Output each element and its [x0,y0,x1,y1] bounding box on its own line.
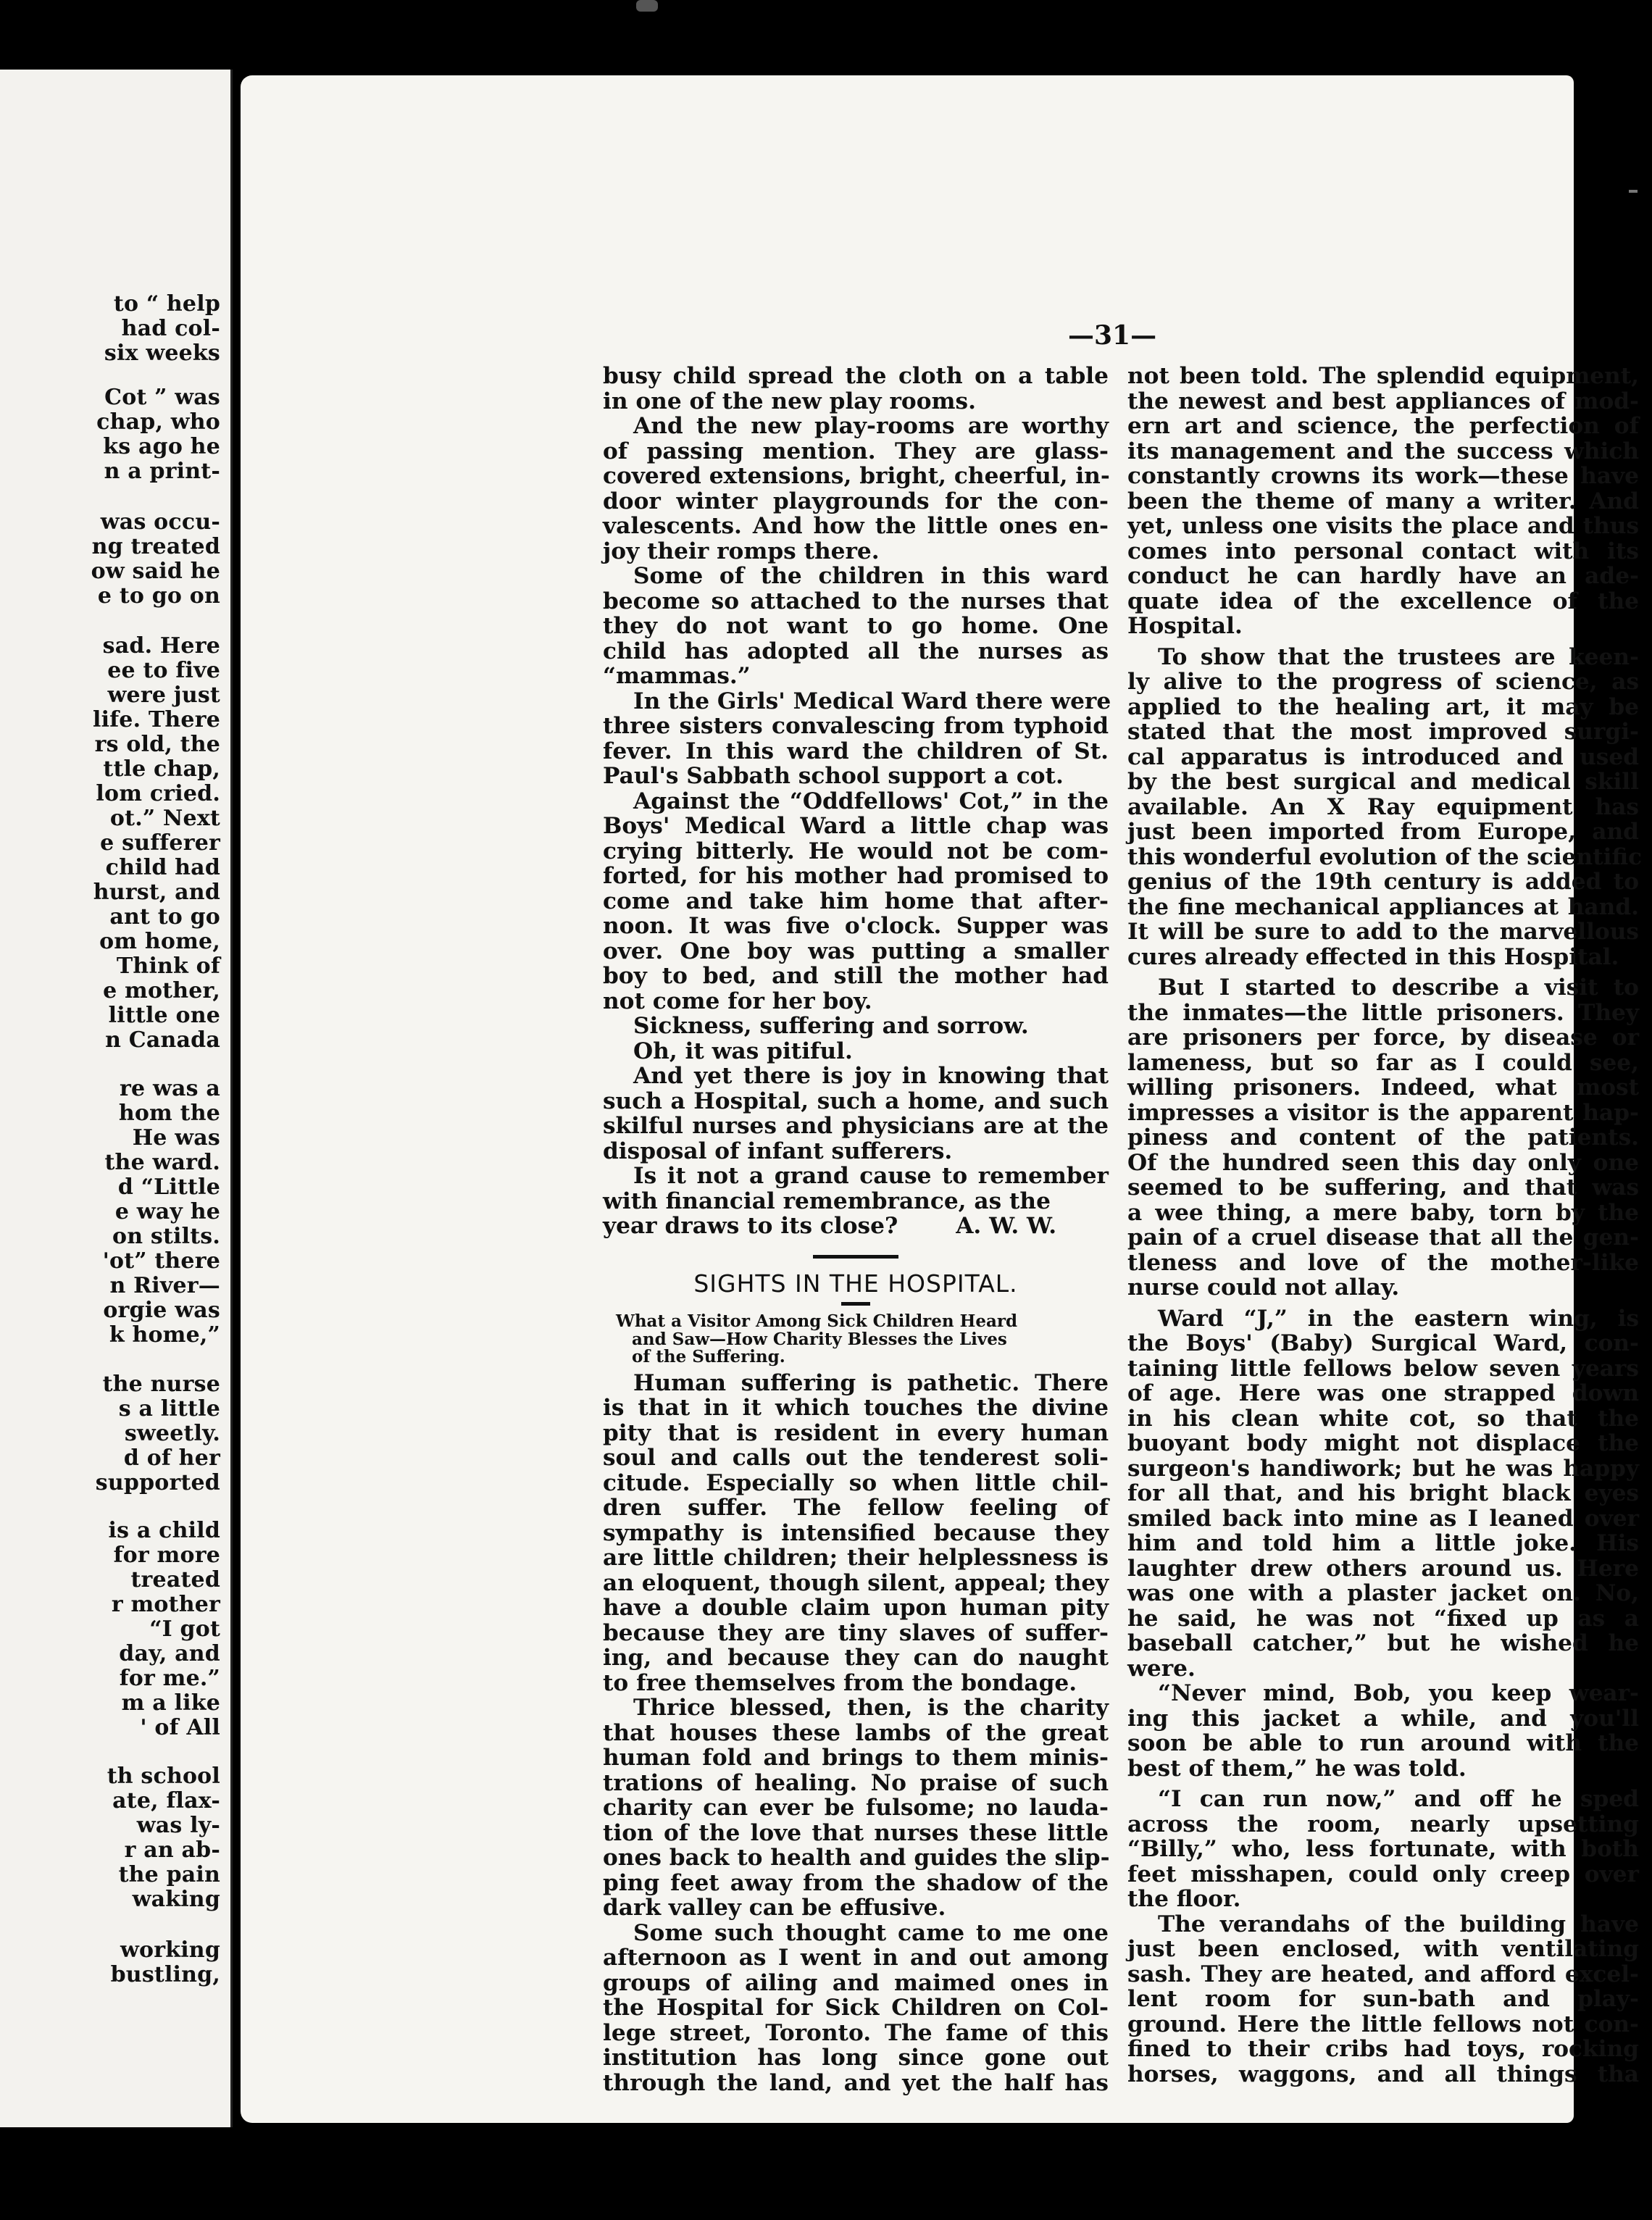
fragment-line: e way he [114,1199,220,1224]
text-line: citude. Especially so when little chil- [603,1469,1109,1496]
paragraph [603,1164,1109,1214]
fragment-line: 'ot” there [102,1248,220,1274]
fragment-line: ee to five [107,658,220,683]
paragraph [603,564,1109,689]
text-line: piness and content of the patients. [1127,1124,1639,1151]
text-line: sash. They are heated, and afford excel- [1127,1961,1639,1987]
text-line: comes into personal contact with its [1127,538,1639,564]
text-line: dark valley can be effusive. [603,1895,946,1921]
fragment-line: ng treated [91,534,220,559]
text-line: covered extensions, bright, cheerful, in- [603,463,1110,489]
subhead-line: of the Suffering. [632,1347,785,1366]
text-line: trations of healing. No praise of such [603,1769,1109,1796]
text-line: ground. Here the little fellows not con- [1127,2011,1639,2037]
fragment-line: little one [108,1003,220,1028]
text-line: just been imported from Europe, and [1127,819,1639,845]
fragment-line: e to go on [97,583,220,609]
text-line: skilful nurses and physicians are at the [603,1113,1109,1139]
text-line: Boys' Medical Ward a little chap was [603,813,1109,839]
text-line: To show that the trustees are keen- [1158,643,1639,670]
margin-mark [1629,190,1638,193]
text-line: Against the “Oddfellows' Cot,” in the [633,788,1109,814]
fragment-line: waking [132,1887,220,1912]
fragment-line: on stilts. [112,1224,220,1249]
paragraph [1127,643,1643,970]
text-line: he said, he was not “fixed up as a [1127,1605,1639,1632]
fragment-line: had col- [121,316,220,341]
text-line: smiled back into mine as I leaned over [1127,1505,1639,1532]
fragment-line: the ward. [104,1150,220,1175]
text-line: not come for her boy. [603,988,872,1014]
fragment-line: r mother [111,1592,220,1617]
text-line: are little children; their helplessness is [603,1545,1109,1571]
text-line: boy to bed, and still the mother had [603,963,1109,989]
text-line: charity can ever be fulsome; no lauda- [603,1795,1109,1821]
text-line: applied to the healing art, it may be [1127,693,1639,720]
fragment-line: ks ago he [103,434,220,459]
text-line: conduct he can hardly have an ade- [1127,563,1639,589]
text-line: tion of the love that nurses these little [603,1819,1109,1846]
fragment-line: m a like [121,1690,220,1716]
fragment-line: six weeks [104,341,220,366]
text-line: afternoon as I went in and out among [603,1945,1109,1971]
text-line: across the room, nearly upsetting [1127,1811,1639,1837]
fragment-line: e sufferer [100,830,220,856]
fragment-line: hurst, and [93,880,220,905]
fragment-line: He was [132,1125,220,1151]
fragment-line: om home, [99,929,220,954]
fragment-line: ant to go [109,904,220,930]
text-line: Sickness, suffering and sorrow. [633,1013,1029,1039]
text-line: In the Girls' Medical Ward there were [633,688,1111,714]
closing-text: year draws to its close? [603,1213,898,1239]
fragment-line: for more [113,1543,220,1568]
text-line: not been told. The splendid equipment, [1127,363,1639,389]
fragment-line: ow said he [91,559,220,584]
text-line: It will be sure to add to the marvellous [1127,919,1639,945]
text-line: soon be able to run around with the [1127,1730,1639,1756]
paragraph [1127,364,1639,639]
fragment-line: n a print- [104,459,220,484]
text-line: that houses these lambs of the great [603,1719,1109,1746]
text-line: a wee thing, a mere baby, torn by the [1127,1199,1639,1226]
text-line: are prisoners per force, by disease or [1127,1025,1639,1051]
text-line: Some of the children in this ward [633,563,1109,589]
text-line: pity that is resident in every human [603,1419,1109,1446]
paragraph [1127,975,1639,1301]
text-line: feet misshapen, could only creep over [1127,1861,1639,1887]
fragment-line: working [120,1937,220,1963]
text-line: in his clean white cot, so that the [1127,1405,1639,1432]
text-line: over. One boy was putting a smaller [603,938,1109,964]
fragment-line: s a little [118,1396,220,1422]
paragraph [603,414,1109,564]
text-line: because they are tiny slaves of suffer- [603,1619,1109,1646]
text-line: Human suffering is pathetic. There [633,1369,1109,1396]
text-line: Paul's Sabbath school support a cot. [603,763,1064,789]
paragraph [603,689,1109,789]
text-line: have a double claim upon human pity [603,1595,1109,1621]
text-line: for all that, and his bright black eyes [1127,1480,1639,1506]
text-line: by the best surgical and medical skill [1127,769,1639,795]
text-line: him and told him a little joke. His [1127,1530,1639,1556]
text-line: ly alive to the progress of science, as [1127,669,1639,695]
text-line: forted, for his mother had promised to [603,863,1109,889]
text-line: fined to their cribs had toys, rocking [1127,2036,1639,2062]
text-line: nurse could not allay. [1127,1274,1400,1301]
text-line: ing, and because they can do naught [603,1645,1109,1671]
fragment-line: n Canada [105,1027,220,1053]
text-line: best of them,” he was told. [1127,1755,1467,1782]
fragment-line: ot.” Next [109,806,220,831]
text-line: The verandahs of the building have [1158,1911,1639,1937]
fragment-line: sad. Here [102,633,220,659]
text-line: the floor. [1127,1886,1241,1912]
text-line: the Hospital for Sick Children on Col- [603,1995,1109,2021]
fragment-line: “I got [149,1616,220,1642]
text-line: noon. It was five o'clock. Supper was [603,913,1109,939]
fragment-line: ate, flax- [112,1788,220,1814]
text-line: available. An X Ray equipment has [1127,793,1639,820]
text-line: horses, waggons, and all things tha [1127,2061,1639,2087]
text-line: were. [1127,1655,1196,1682]
fragment-line: life. There [93,707,220,733]
section-divider [813,1255,898,1259]
text-line: an eloquent, though silent, appeal; they [603,1569,1109,1596]
text-line: “Never mind, Bob, you keep wear- [1158,1680,1639,1706]
text-line: through the land, and yet the half has [603,2069,1109,2096]
text-line: And the new play-rooms are worthy [633,413,1109,439]
text-line: human fold and brings to them minis- [603,1745,1109,1771]
paragraph [603,1014,1109,1039]
text-line: laughter drew others around us. Here [1127,1555,1639,1582]
text-line: become so attached to the nurses that [603,588,1109,614]
text-line: sympathy is intensified because they [603,1519,1109,1546]
fragment-line: supported [95,1470,220,1495]
fragment-line: hom the [118,1101,220,1126]
paragraph [1127,1912,1639,2087]
fragment-line: lom cried. [96,781,220,806]
text-line: constantly crowns its work—these have [1127,463,1639,489]
fragment-line: r an ab- [124,1837,220,1863]
text-line: the newest and best appliances of mod- [1127,388,1639,414]
text-line: Some such thought came to me one [633,1919,1109,1946]
text-line: of passing mention. They are glass- [603,438,1109,464]
text-line: Ward “J,” in the eastern wing, is [1158,1305,1639,1332]
paragraph [1127,1306,1639,1682]
fragment-line: treated [130,1567,220,1593]
text-line: buoyant body might not displace the [1127,1430,1639,1456]
text-line: “I can run now,” and off he sped [1158,1786,1639,1812]
text-line: “mammas.” [603,663,751,689]
fragment-line: child had [105,855,220,880]
fragment-line: is a child [108,1518,220,1543]
fragment-line: was occu- [100,509,220,535]
text-line: lege street, Toronto. The fame of this [603,2019,1109,2046]
paragraph [1127,1681,1639,1781]
fragment-line: to “ help [113,291,220,317]
paragraph [603,789,1109,1014]
fragment-line: ' of All [140,1715,220,1740]
fragment-line: ttle chap, [103,756,220,782]
text-line: stated that the most improved surgi- [1127,719,1639,745]
fragment-line: the pain [118,1862,220,1887]
previous-page-fragment [0,70,233,2127]
left-column [603,364,1109,2095]
text-line: But I started to describe a visit to [1158,975,1639,1001]
text-line: the inmates—the little prisoners. They [1127,999,1639,1026]
page-number: —31— [1068,320,1157,351]
fragment-line: day, and [119,1641,220,1666]
paragraph [603,364,1109,414]
text-line: dren suffer. The fellow feeling of [603,1495,1109,1521]
text-line: is that in it which touches the divine [603,1395,1109,1421]
text-line: groups of ailing and maimed ones in [603,1969,1109,1996]
text-line: disposal of infant sufferers. [603,1138,953,1164]
text-line: yet, unless one visits the place and thus [1127,513,1639,539]
text-line: Oh, it was pitiful. [633,1038,853,1064]
fragment-line: e mother, [103,978,220,1003]
text-line: with financial remembrance, as the [603,1188,1051,1214]
text-line: soul and calls out the tenderest soli- [603,1445,1109,1471]
fragment-line: the nurse [102,1372,220,1397]
paragraph [603,1064,1109,1164]
fragment-line: chap, who [96,409,220,435]
fragment-line: was ly- [136,1813,220,1838]
text-line: cal apparatus is introduced and used [1127,743,1639,770]
text-line: just been enclosed, with ventilating [1127,1936,1639,1962]
paragraph [1127,1787,1639,1912]
text-line: lent room for sun-bath and play- [1127,1986,1639,2012]
text-line: genius of the 19th century is added to [1127,869,1639,895]
book-page [241,75,1643,2123]
text-line: baseball catcher,” but he wished he [1127,1630,1639,1656]
text-line: surgeon's handiwork; but he was happy [1127,1455,1639,1482]
text-line: lameness, but so far as I could see, [1127,1049,1639,1076]
fragment-line: d of her [123,1445,220,1471]
text-line: Is it not a grand cause to remember [633,1163,1109,1189]
text-line: ern art and science, the perfection of [1127,413,1639,439]
text-line: ping feet away from the shadow of the [603,1869,1109,1896]
fragment-line: Cot ” was [104,385,220,410]
text-line: the fine mechanical appliances at hand. [1127,893,1639,920]
text-line: in one of the new play rooms. [603,388,976,414]
text-line: such a Hospital, such a home, and such [603,1088,1109,1114]
text-line: child has adopted all the nurses as [603,638,1109,664]
fragment-line: d “Little [117,1174,220,1200]
text-line: to free themselves from the bondage. [603,1669,1077,1696]
text-line: this wonderful evolution of the scientific [1127,843,1643,870]
fragment-line: sweetly. [124,1421,220,1446]
text-line: of age. Here was one strapped down [1127,1380,1639,1406]
subhead-line: What a Visitor Among Sick Children Heard [616,1311,1018,1331]
text-line: willing prisoners. Indeed, what most [1127,1074,1639,1101]
fragment-line: bustling, [110,1962,220,1987]
text-line: been the theme of many a writer. And [1127,488,1639,514]
fragment-line: n River— [109,1273,220,1298]
text-line: door winter playgrounds for the con- [603,488,1109,514]
text-line: Hospital. [1127,613,1243,639]
text-line: pain of a cruel disease that all the gen- [1127,1224,1639,1251]
closing-line [603,1214,1109,1239]
text-line: quate idea of the excellence of the [1127,588,1639,614]
text-line: was one with a plaster jacket on. No, [1127,1580,1639,1606]
text-line: they do not want to go home. One [603,613,1109,639]
fragment-line: re was a [120,1076,220,1101]
text-line: “Billy,” who, less fortunate, with both [1127,1836,1639,1862]
text-line: the Boys' (Baby) Surgical Ward, con- [1127,1330,1639,1356]
text-line: ing this jacket a while, and you'll [1127,1705,1639,1732]
text-line: And yet there is joy in knowing that [633,1063,1109,1089]
text-line: Of the hundred seen this day only one [1127,1149,1639,1176]
paragraph [603,1371,1109,1696]
fragment-line: Think of [116,953,220,979]
paragraph [603,1039,1109,1064]
article-headline: SIGHTS IN THE HOSPITAL. [693,1269,1018,1298]
text-line: crying bitterly. He would not be com- [603,838,1109,864]
text-line: cures already effected in this Hospital. [1127,943,1619,970]
text-line: fever. In this ward the children of St. [603,738,1109,764]
text-line: three sisters convalescing from typhoid [603,713,1109,739]
fragment-line: for me.” [119,1666,220,1691]
fragment-line: were just [107,683,220,708]
text-line: taining little fellows below seven years [1127,1355,1639,1382]
fragment-line: rs old, the [94,732,220,757]
text-line: tleness and love of the mother-like [1127,1249,1639,1276]
text-line: impresses a visitor is the apparent hap- [1127,1099,1639,1126]
article-subheadline [616,1313,1109,1366]
right-column [1127,363,1643,2087]
text-line: valescents. And how the little ones en- [603,513,1109,539]
fragment-line: th school [107,1764,220,1789]
author-signature: A. W. W. [956,1213,1057,1239]
paragraph [603,1921,1109,2096]
text-line: come and take him home that after- [603,888,1109,914]
fragment-line: orgie was [103,1298,220,1323]
fragment-line: k home,” [109,1322,220,1348]
text-line: seemed to be suffering, and that was [1127,1174,1639,1201]
text-line: busy child spread the cloth on a table [603,363,1109,389]
headline-divider [841,1302,870,1306]
text-line: ones back to health and guides the slip- [603,1845,1110,1871]
text-line: its management and the success which [1127,438,1639,464]
subhead-line: and Saw—How Charity Blesses the Lives [632,1329,1007,1349]
text-line: institution has long since gone out [603,2045,1109,2071]
paragraph [603,1695,1109,1921]
top-edge-smudge [636,0,658,12]
text-line: Thrice blessed, then, is the charity [633,1695,1109,1721]
text-line: joy their romps there. [603,538,880,564]
